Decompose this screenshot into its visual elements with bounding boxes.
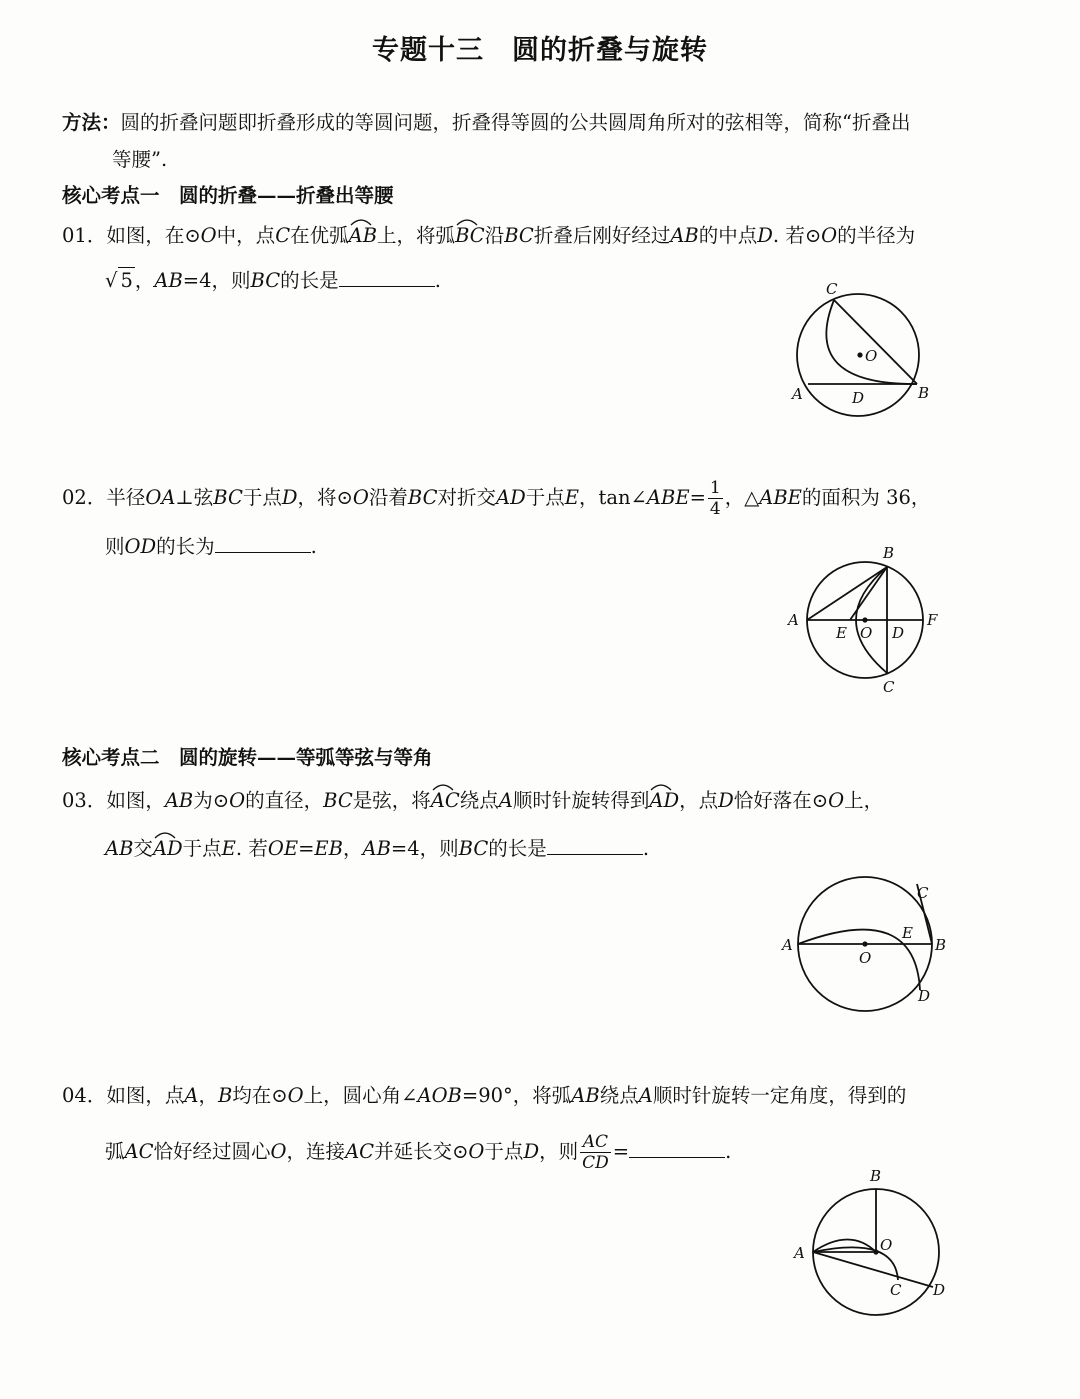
label-c: C bbox=[890, 1281, 902, 1299]
sqrt-sign: √ bbox=[105, 269, 118, 292]
q4-text: ，则 bbox=[539, 1140, 579, 1163]
label-o: O bbox=[860, 624, 873, 642]
q1-text: =4，则 bbox=[182, 269, 251, 292]
center-point bbox=[857, 352, 862, 357]
q1-symbol: BC bbox=[250, 269, 281, 292]
center-point bbox=[862, 941, 867, 946]
label-a: A bbox=[792, 385, 803, 403]
q2-text: 的面积为 36， bbox=[801, 486, 931, 509]
q1-text: . 若⊙ bbox=[772, 224, 822, 247]
question-03-line-2 bbox=[105, 834, 649, 862]
label-c: C bbox=[826, 280, 838, 298]
label-d: D bbox=[892, 624, 905, 642]
fraction bbox=[580, 1132, 611, 1173]
q3-symbol: AD bbox=[152, 837, 183, 860]
q3-text: = bbox=[298, 837, 315, 860]
label-a: A bbox=[788, 611, 799, 629]
q2-text: 对折交 bbox=[437, 486, 497, 509]
q1-symbol: C bbox=[275, 224, 291, 247]
q1-text: 中，点 bbox=[216, 224, 276, 247]
method-line-2: 等腰”. bbox=[112, 148, 168, 171]
q2-text: 的长为 bbox=[156, 535, 215, 558]
q4-text: = bbox=[612, 1140, 630, 1163]
fraction-denominator: 4 bbox=[709, 499, 721, 519]
answer-blank[interactable] bbox=[215, 532, 311, 553]
q4-symbol: AB bbox=[571, 1084, 600, 1107]
question-02-line-1 bbox=[62, 478, 930, 519]
section-2-topic: 圆的旋转——等弧等弦与等角 bbox=[179, 746, 433, 769]
q4-text: ，连接 bbox=[286, 1140, 346, 1163]
q2-text: 于点 bbox=[242, 486, 282, 509]
q4-text: 上，圆心角∠ bbox=[303, 1084, 418, 1107]
label-f: F bbox=[927, 611, 938, 629]
q1-text: 沿 bbox=[484, 224, 505, 247]
label-b: B bbox=[870, 1167, 882, 1185]
q3-symbol: D bbox=[718, 789, 734, 812]
q2-symbol: ABE bbox=[759, 486, 802, 509]
fraction-numerator: AC bbox=[580, 1132, 611, 1153]
q3-symbol: AC bbox=[430, 789, 460, 812]
q4-text: 如图，点 bbox=[106, 1084, 185, 1107]
label-b: B bbox=[883, 544, 895, 562]
q1-text: 的半径为 bbox=[837, 224, 916, 247]
question-02-line-2 bbox=[105, 532, 317, 560]
label-b: B bbox=[918, 384, 930, 402]
q2-text: . bbox=[310, 535, 317, 558]
label-e: E bbox=[902, 924, 913, 942]
q4-symbol: O bbox=[287, 1084, 304, 1107]
q2-symbol: O bbox=[352, 486, 369, 509]
q1-symbol: O bbox=[821, 224, 838, 247]
center-point bbox=[873, 1249, 878, 1254]
arc-mark-icon bbox=[349, 216, 373, 226]
q2-text: = bbox=[689, 486, 706, 509]
label-c: C bbox=[917, 884, 929, 902]
q2-symbol: OA bbox=[145, 486, 176, 509]
section-2-label: 核心考点二 bbox=[62, 746, 160, 769]
fraction-denominator: CD bbox=[582, 1153, 609, 1173]
question-03-line-1 bbox=[62, 788, 883, 814]
q3-text: 如图， bbox=[106, 789, 165, 812]
label-o: O bbox=[880, 1236, 893, 1254]
q2-text: 半径 bbox=[106, 486, 146, 509]
q2-symbol: AD bbox=[496, 486, 526, 509]
method-text-1: 圆的折叠问题即折叠形成的等圆问题，折叠得等圆的公共圆周角所对的弦相等，简称“折叠出 bbox=[120, 111, 911, 134]
q4-symbol: O bbox=[468, 1140, 485, 1163]
q3-text: ，点 bbox=[679, 789, 719, 812]
q1-symbol: AB bbox=[348, 224, 378, 247]
segment-ad bbox=[813, 1252, 933, 1287]
section-1-label: 核心考点一 bbox=[62, 184, 160, 207]
q2-symbol: OD bbox=[124, 535, 157, 558]
q3-symbol: OE bbox=[267, 837, 299, 860]
q2-symbol: E bbox=[564, 486, 580, 509]
q3-symbol: E bbox=[221, 837, 236, 860]
q1-symbol: AB bbox=[670, 224, 699, 247]
q3-text: 的长是 bbox=[488, 837, 547, 860]
q1-text: 的中点 bbox=[698, 224, 758, 247]
question-number: 01． bbox=[62, 224, 107, 247]
arc-mark-icon bbox=[153, 829, 177, 839]
section-heading-1 bbox=[62, 183, 394, 209]
q3-text: 是弦，将 bbox=[352, 789, 431, 812]
q3-text: . bbox=[642, 837, 650, 860]
q2-symbol: BC bbox=[213, 486, 243, 509]
question-01-line-2 bbox=[105, 266, 441, 294]
q4-text: . bbox=[725, 1140, 732, 1163]
q4-symbol: A bbox=[184, 1084, 199, 1107]
q4-symbol: A bbox=[638, 1084, 653, 1107]
q2-text: ，△ bbox=[724, 486, 760, 509]
fraction-numerator: 1 bbox=[709, 478, 721, 498]
q1-text: . bbox=[434, 269, 441, 292]
method-label: 方法： bbox=[62, 111, 121, 134]
segment-ab bbox=[807, 567, 887, 620]
figure-q2 bbox=[780, 540, 960, 700]
q1-text: 的长是 bbox=[280, 269, 339, 292]
q3-symbol: AB bbox=[105, 837, 134, 860]
q1-text: ， bbox=[134, 269, 155, 292]
q4-text: 均在⊙ bbox=[232, 1084, 288, 1107]
q4-text: 弧 bbox=[105, 1140, 125, 1163]
q3-text: . 若 bbox=[235, 837, 268, 860]
question-01-line-1 bbox=[62, 223, 915, 249]
section-1-topic: 圆的折叠——折叠出等腰 bbox=[179, 184, 394, 207]
q3-text: ， bbox=[342, 837, 363, 860]
q2-text: ，将⊙ bbox=[297, 486, 353, 509]
q4-symbol: AC bbox=[124, 1140, 154, 1163]
q3-text: 的直径， bbox=[245, 789, 324, 812]
answer-blank[interactable] bbox=[629, 1137, 725, 1158]
q2-text: ，tan∠ bbox=[579, 486, 647, 509]
q4-symbol: B bbox=[217, 1084, 233, 1107]
q3-text: 恰好落在⊙ bbox=[733, 789, 829, 812]
q1-text: 上，将弧 bbox=[377, 224, 456, 247]
q3-symbol: AB bbox=[362, 837, 391, 860]
q1-text: 在优弧 bbox=[290, 224, 349, 247]
arc-ad bbox=[649, 788, 679, 814]
arc-ac bbox=[431, 788, 460, 814]
q4-symbol: D bbox=[523, 1140, 540, 1163]
figure-q4 bbox=[790, 1165, 970, 1330]
arc-ad bbox=[153, 836, 183, 862]
q1-symbol: BC bbox=[504, 224, 534, 247]
q3-symbol: EB bbox=[314, 837, 343, 860]
q3-symbol: BC bbox=[458, 837, 489, 860]
q4-text: 顺时针旋转一定角度，得到的 bbox=[652, 1084, 907, 1107]
q2-text: 沿着 bbox=[368, 486, 408, 509]
label-o: O bbox=[859, 949, 872, 967]
q2-text: 于点 bbox=[525, 486, 565, 509]
segment-eb bbox=[850, 567, 887, 620]
q3-text: =4，则 bbox=[390, 837, 459, 860]
label-d: D bbox=[852, 389, 865, 407]
label-d: D bbox=[933, 1281, 946, 1299]
q4-text: 绕点 bbox=[599, 1084, 639, 1107]
question-number: 04． bbox=[62, 1084, 107, 1107]
label-e: E bbox=[836, 624, 847, 642]
label-d: D bbox=[918, 987, 931, 1005]
label-a: A bbox=[782, 936, 793, 954]
q4-text: 并延长交⊙ bbox=[374, 1140, 469, 1163]
q1-text: 折叠后刚好经过 bbox=[533, 224, 671, 247]
q2-symbol: D bbox=[281, 486, 298, 509]
answer-blank[interactable] bbox=[547, 834, 643, 855]
q2-text: 则 bbox=[105, 535, 125, 558]
q2-symbol: ABE bbox=[646, 486, 690, 509]
q3-symbol: AD bbox=[649, 789, 680, 812]
label-c: C bbox=[883, 678, 895, 696]
q4-text: =90°，将弧 bbox=[461, 1084, 572, 1107]
arc-mark-icon bbox=[431, 781, 455, 791]
q4-symbol: O bbox=[270, 1140, 287, 1163]
q1-symbol: D bbox=[757, 224, 773, 247]
answer-blank[interactable] bbox=[339, 266, 435, 287]
fraction bbox=[708, 478, 723, 519]
q1-text: 如图，在⊙ bbox=[106, 224, 201, 247]
question-04-line-1 bbox=[62, 1083, 906, 1109]
q3-text: 于点 bbox=[182, 837, 222, 860]
q3-text: 上， bbox=[844, 789, 884, 812]
sqrt-value: 5 bbox=[120, 269, 133, 292]
label-a: A bbox=[794, 1244, 805, 1262]
q3-text: 顺时针旋转得到 bbox=[512, 789, 650, 812]
page-title: 专题十三 圆的折叠与旋转 bbox=[372, 35, 708, 66]
q3-text: 交 bbox=[133, 837, 153, 860]
label-b: B bbox=[935, 936, 947, 954]
method-line-1 bbox=[62, 110, 911, 136]
arc-mark-icon bbox=[455, 216, 479, 226]
label-o: O bbox=[865, 347, 878, 365]
q3-text: 绕点 bbox=[459, 789, 499, 812]
q1-symbol: AB bbox=[154, 269, 183, 292]
q4-text: 恰好经过圆心 bbox=[153, 1140, 271, 1163]
question-number: 02． bbox=[62, 486, 107, 509]
q3-symbol: O bbox=[828, 789, 845, 812]
figure-q1 bbox=[780, 275, 960, 425]
q4-text: ， bbox=[198, 1084, 218, 1107]
arc-mark-icon bbox=[649, 781, 673, 791]
q1-symbol: BC bbox=[455, 224, 485, 247]
question-number: 03． bbox=[62, 789, 107, 812]
q4-symbol: AC bbox=[345, 1140, 375, 1163]
q3-symbol: A bbox=[498, 789, 513, 812]
section-heading-2 bbox=[62, 745, 433, 771]
center-point bbox=[862, 617, 867, 622]
q3-symbol: O bbox=[229, 789, 246, 812]
q4-symbol: AOB bbox=[417, 1084, 462, 1107]
q4-text: 于点 bbox=[484, 1140, 524, 1163]
q2-text: ⊥弦 bbox=[175, 486, 214, 509]
q3-symbol: AB bbox=[164, 789, 194, 812]
q2-symbol: BC bbox=[407, 486, 438, 509]
arc-ab bbox=[349, 223, 377, 249]
arc-bc bbox=[455, 223, 485, 249]
q1-symbol: O bbox=[200, 224, 217, 247]
q3-symbol: BC bbox=[323, 789, 353, 812]
question-04-line-2 bbox=[105, 1132, 731, 1173]
q3-text: 为⊙ bbox=[193, 789, 230, 812]
figure-q3 bbox=[775, 870, 975, 1020]
